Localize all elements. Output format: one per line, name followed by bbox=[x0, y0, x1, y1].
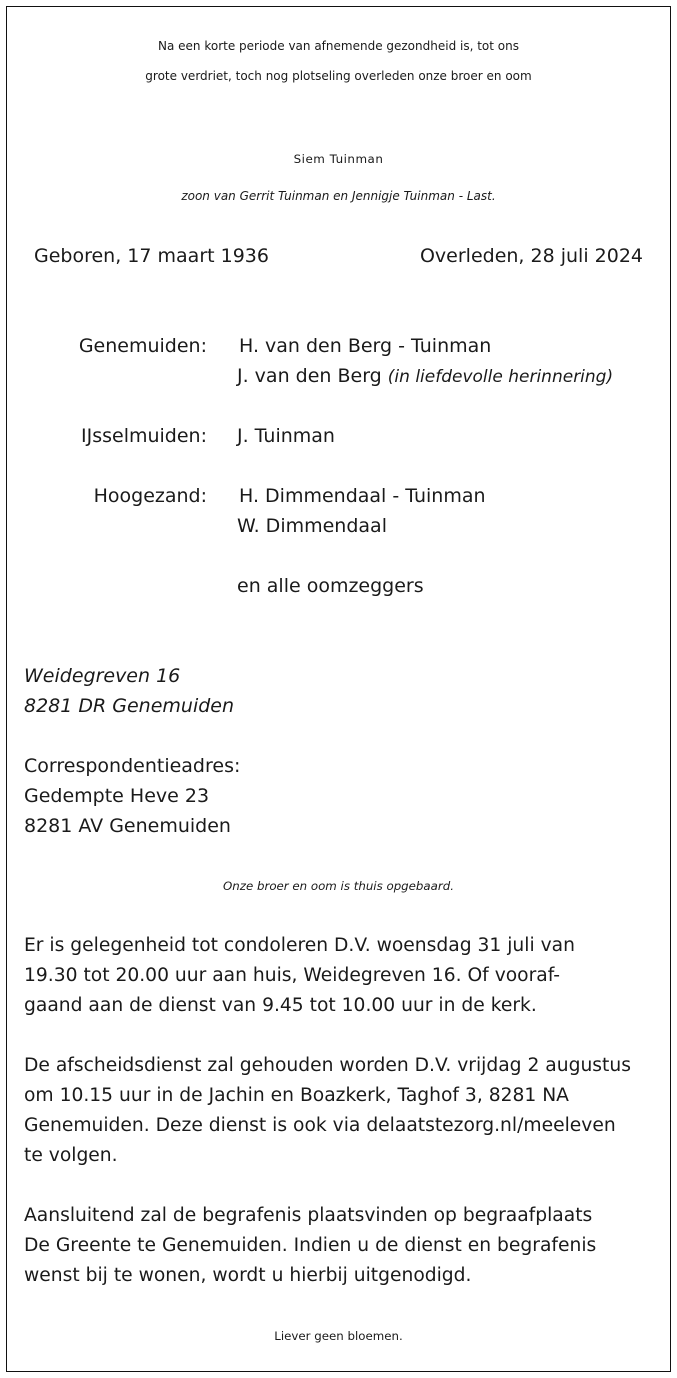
others-line: en alle oomzeggers bbox=[237, 575, 424, 597]
family-member: W. Dimmendaal bbox=[237, 515, 387, 537]
condolence-line: gaand aan de dienst van 9.45 tot 10.00 uur in de kerk. bbox=[24, 995, 537, 1016]
correspondence-postal: 8281 AV Genemuiden bbox=[24, 815, 231, 837]
intro-line-2: grote verdriet, toch nog plotseling overleden onze broer en oom bbox=[145, 69, 532, 83]
family-member: H. van den Berg - Tuinman bbox=[239, 335, 492, 357]
service-line: om 10.15 uur in de Jachin en Boazkerk, Taghof 3, 8281 NA bbox=[24, 1085, 569, 1106]
family-place: IJsselmuiden: bbox=[81, 425, 207, 447]
correspondence-label: Correspondentieadres: bbox=[24, 755, 241, 777]
condolence-line: Er is gelegenheid tot condoleren D.V. woensdag 31 juli van bbox=[24, 935, 575, 956]
burial-line: De Greente te Genemuiden. Indien u de dienst en begrafenis bbox=[24, 1235, 597, 1256]
correspondence-street: Gedempte Heve 23 bbox=[24, 785, 210, 807]
service-line: te volgen. bbox=[24, 1145, 118, 1166]
address-street: Weidegreven 16 bbox=[24, 665, 181, 687]
death-notice bbox=[6, 6, 671, 1372]
family-member: J. Tuinman bbox=[237, 425, 335, 447]
closing-line: Liever geen bloemen. bbox=[274, 1329, 403, 1343]
family-place: Genemuiden: bbox=[78, 335, 207, 357]
family-member-name: J. van den Berg bbox=[237, 365, 382, 387]
family-place: Hoogezand: bbox=[93, 485, 207, 507]
family-member bbox=[237, 361, 613, 392]
deceased-name: Siem Tuinman bbox=[293, 152, 384, 166]
burial-line: Aansluitend zal de begrafenis plaatsvinden op begraafplaats bbox=[24, 1205, 593, 1226]
death-date: Overleden, 28 juli 2024 bbox=[419, 245, 643, 267]
family-member: H. Dimmendaal - Tuinman bbox=[239, 485, 486, 507]
birth-date: Geboren, 17 maart 1936 bbox=[34, 245, 269, 267]
parents-line: zoon van Gerrit Tuinman en Jennigje Tuinman - Last. bbox=[181, 189, 496, 203]
family-member-note: (in liefdevolle herinnering) bbox=[387, 367, 614, 387]
intro-line-1: Na een korte periode van afnemende gezondheid is, tot ons bbox=[158, 39, 519, 53]
service-line: Genemuiden. Deze dienst is ook via delaatstezorg.nl/meeleven bbox=[24, 1115, 616, 1136]
burial-line: wenst bij te wonen, wordt u hierbij uitgenodigd. bbox=[24, 1265, 472, 1286]
service-line: De afscheidsdienst zal gehouden worden D.V. vrijdag 2 augustus bbox=[24, 1055, 631, 1076]
laid-out-line: Onze broer en oom is thuis opgebaard. bbox=[223, 879, 454, 893]
condolence-line: 19.30 tot 20.00 uur aan huis, Weidegreven 16. Of vooraf- bbox=[24, 965, 561, 986]
address-postal: 8281 DR Genemuiden bbox=[24, 695, 235, 717]
